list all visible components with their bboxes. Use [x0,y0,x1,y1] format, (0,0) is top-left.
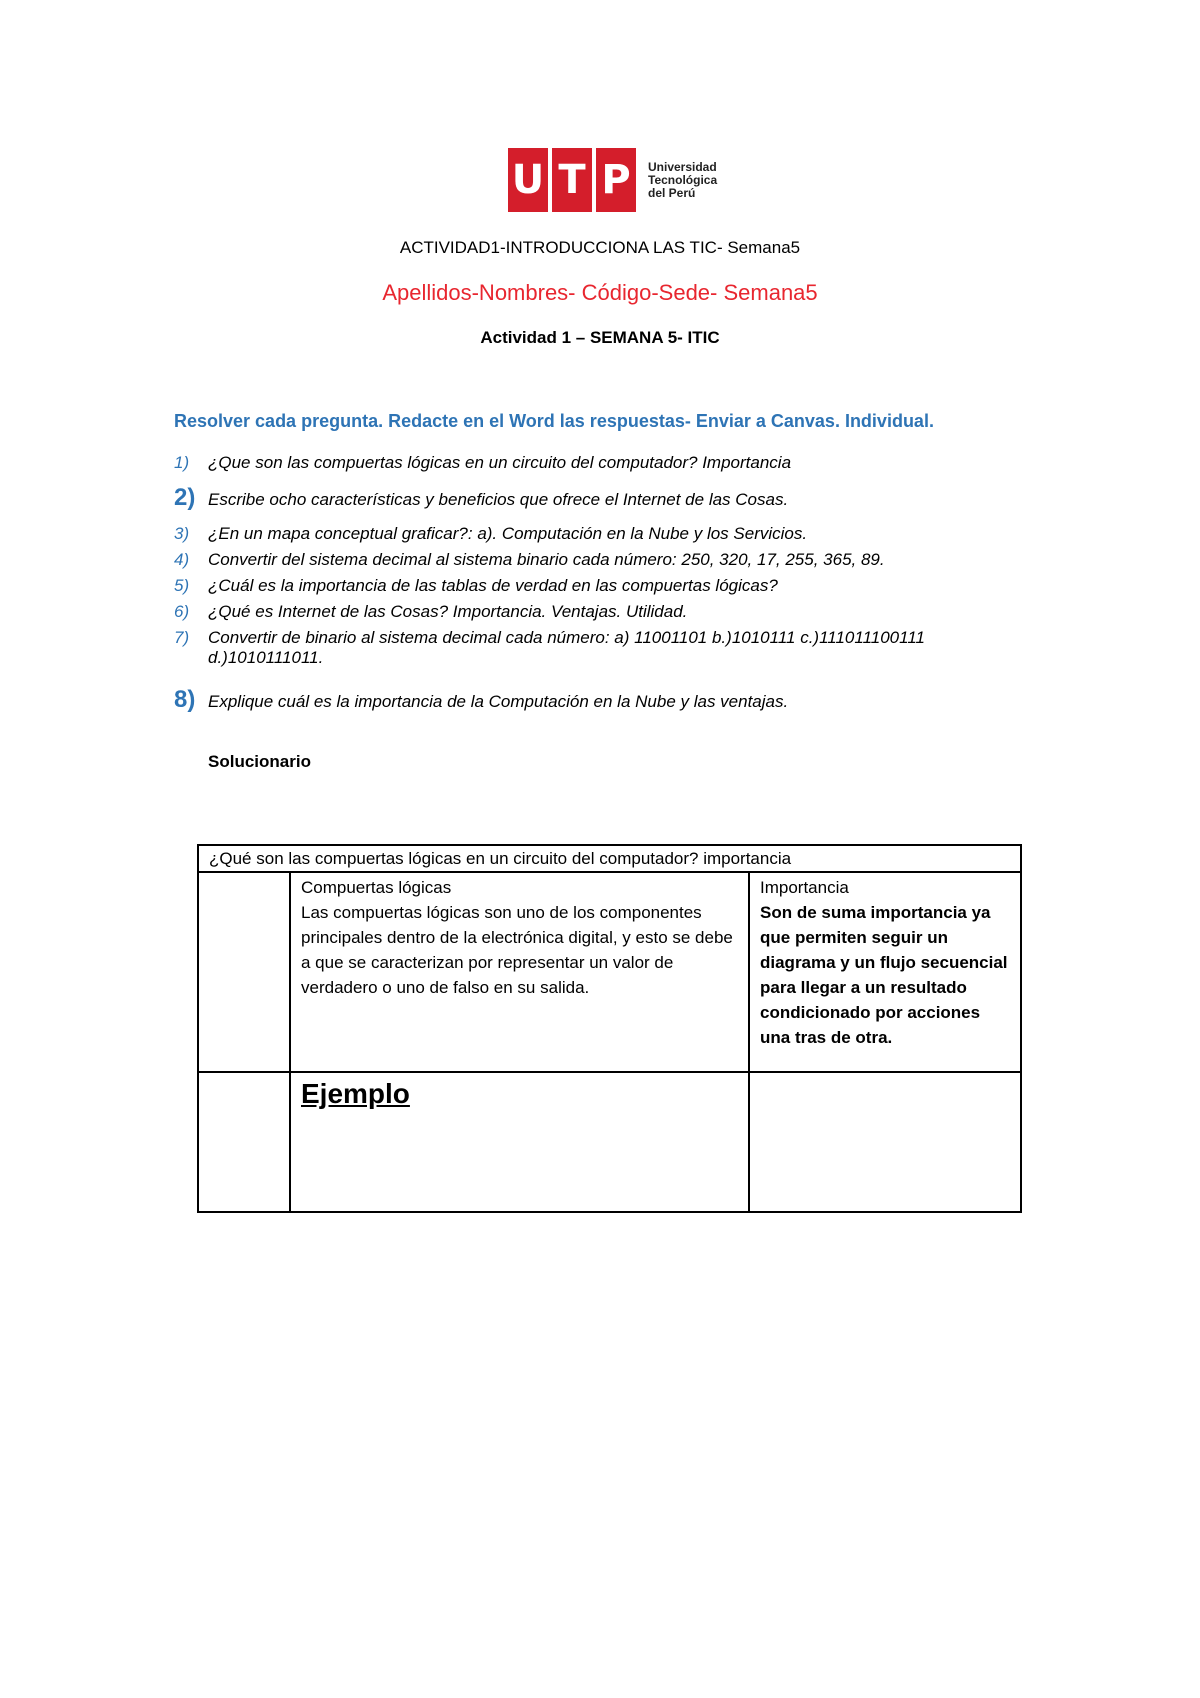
compuertas-text: Las compuertas lógicas son uno de los componentes principales dentro de la electrónica digital, y esto se debe a que se caracterizan por representar un valor de verdadero o uno de falso en su salida. [301,903,733,997]
importancia-title: Importancia [760,878,849,897]
table-cell-importancia [749,872,1021,1072]
logo-text-line: Tecnológica [648,172,718,187]
table-cell-empty [198,872,290,1072]
logo-letter-t: T [558,157,586,203]
instructions: Resolver cada pregunta. Redacte en el Word las respuestas- Enviar a Canvas. Individual. [174,411,934,431]
table-header-cell [198,845,1021,872]
student-info-placeholder: Apellidos-Nombres- Código-Sede- Semana5 [382,280,818,305]
question-8 [174,686,788,714]
question-text: ¿En un mapa conceptual graficar?: a). Computación en la Nube y los Servicios. [208,524,808,543]
logo-text [648,161,717,200]
question-text: Escribe ocho características y beneficios que ofrece el Internet de las Cosas. [208,490,789,509]
utp-logo-box [508,148,636,212]
question-6 [174,602,687,622]
table-cell-empty [749,1072,1021,1212]
question-text: Explique cuál es la importancia de la Computación en la Nube y las ventajas. [208,692,789,711]
activity-title: ACTIVIDAD1-INTRODUCCIONA LAS TIC- Semana5 [399,238,801,257]
question-text: Convertir del sistema decimal al sistema binario cada número: 250, 320, 17, 255, 365, 89. [208,550,885,569]
table-row [198,872,1021,1072]
table-cell-compuertas [290,872,749,1072]
table-header-text: ¿Qué son las compuertas lógicas en un circuito del computador? importancia [209,849,792,868]
table-row [198,1072,1021,1212]
ejemplo-label: Ejemplo [301,1078,410,1109]
question-text-line: d.)1010111011. [208,648,324,667]
question-4 [174,550,885,570]
question-number: 6) [174,602,190,621]
question-7 [174,628,925,668]
logo-letter-p: P [601,157,631,203]
logo-text-line: Universidad [648,159,717,174]
solucionario-label: Solucionario [208,752,311,771]
question-number: 2) [174,484,196,511]
activity-subtitle: Actividad 1 – SEMANA 5- ITIC [480,328,720,347]
compuertas-title: Compuertas lógicas [301,878,452,897]
importancia-text: Son de suma importancia ya que permiten seguir un diagrama y un flujo secuencial para llegar a un resultado condicionado por acciones una tras de otra. [760,903,1008,1047]
question-number: 1) [174,453,190,472]
table-cell-empty [198,1072,290,1212]
table-cell-ejemplo [290,1072,749,1212]
question-number: 8) [174,686,196,713]
question-number: 5) [174,576,190,595]
question-2 [174,484,788,512]
question-5 [174,576,778,596]
question-1 [174,453,791,473]
question-3 [174,524,807,544]
question-text [208,628,925,668]
logo-text-line: del Perú [648,185,696,200]
logo-letter-u: U [511,157,545,203]
question-text-line: Convertir de binario al sistema decimal cada número: a) 11001101 b.)1010111 c.)111011100111 [208,628,925,647]
question-number: 4) [174,550,190,569]
question-number: 7) [174,628,190,647]
question-number: 3) [174,524,190,543]
question-text: ¿Qué es Internet de las Cosas? Importancia. Ventajas. Utilidad. [208,602,688,621]
utp-logo [508,148,717,212]
table-header-row [198,845,1021,872]
question-text: ¿Cuál es la importancia de las tablas de verdad en las compuertas lógicas? [208,576,778,595]
question-text: ¿Que son las compuertas lógicas en un circuito del computador? Importancia [208,453,792,472]
solution-table [197,844,1022,1213]
